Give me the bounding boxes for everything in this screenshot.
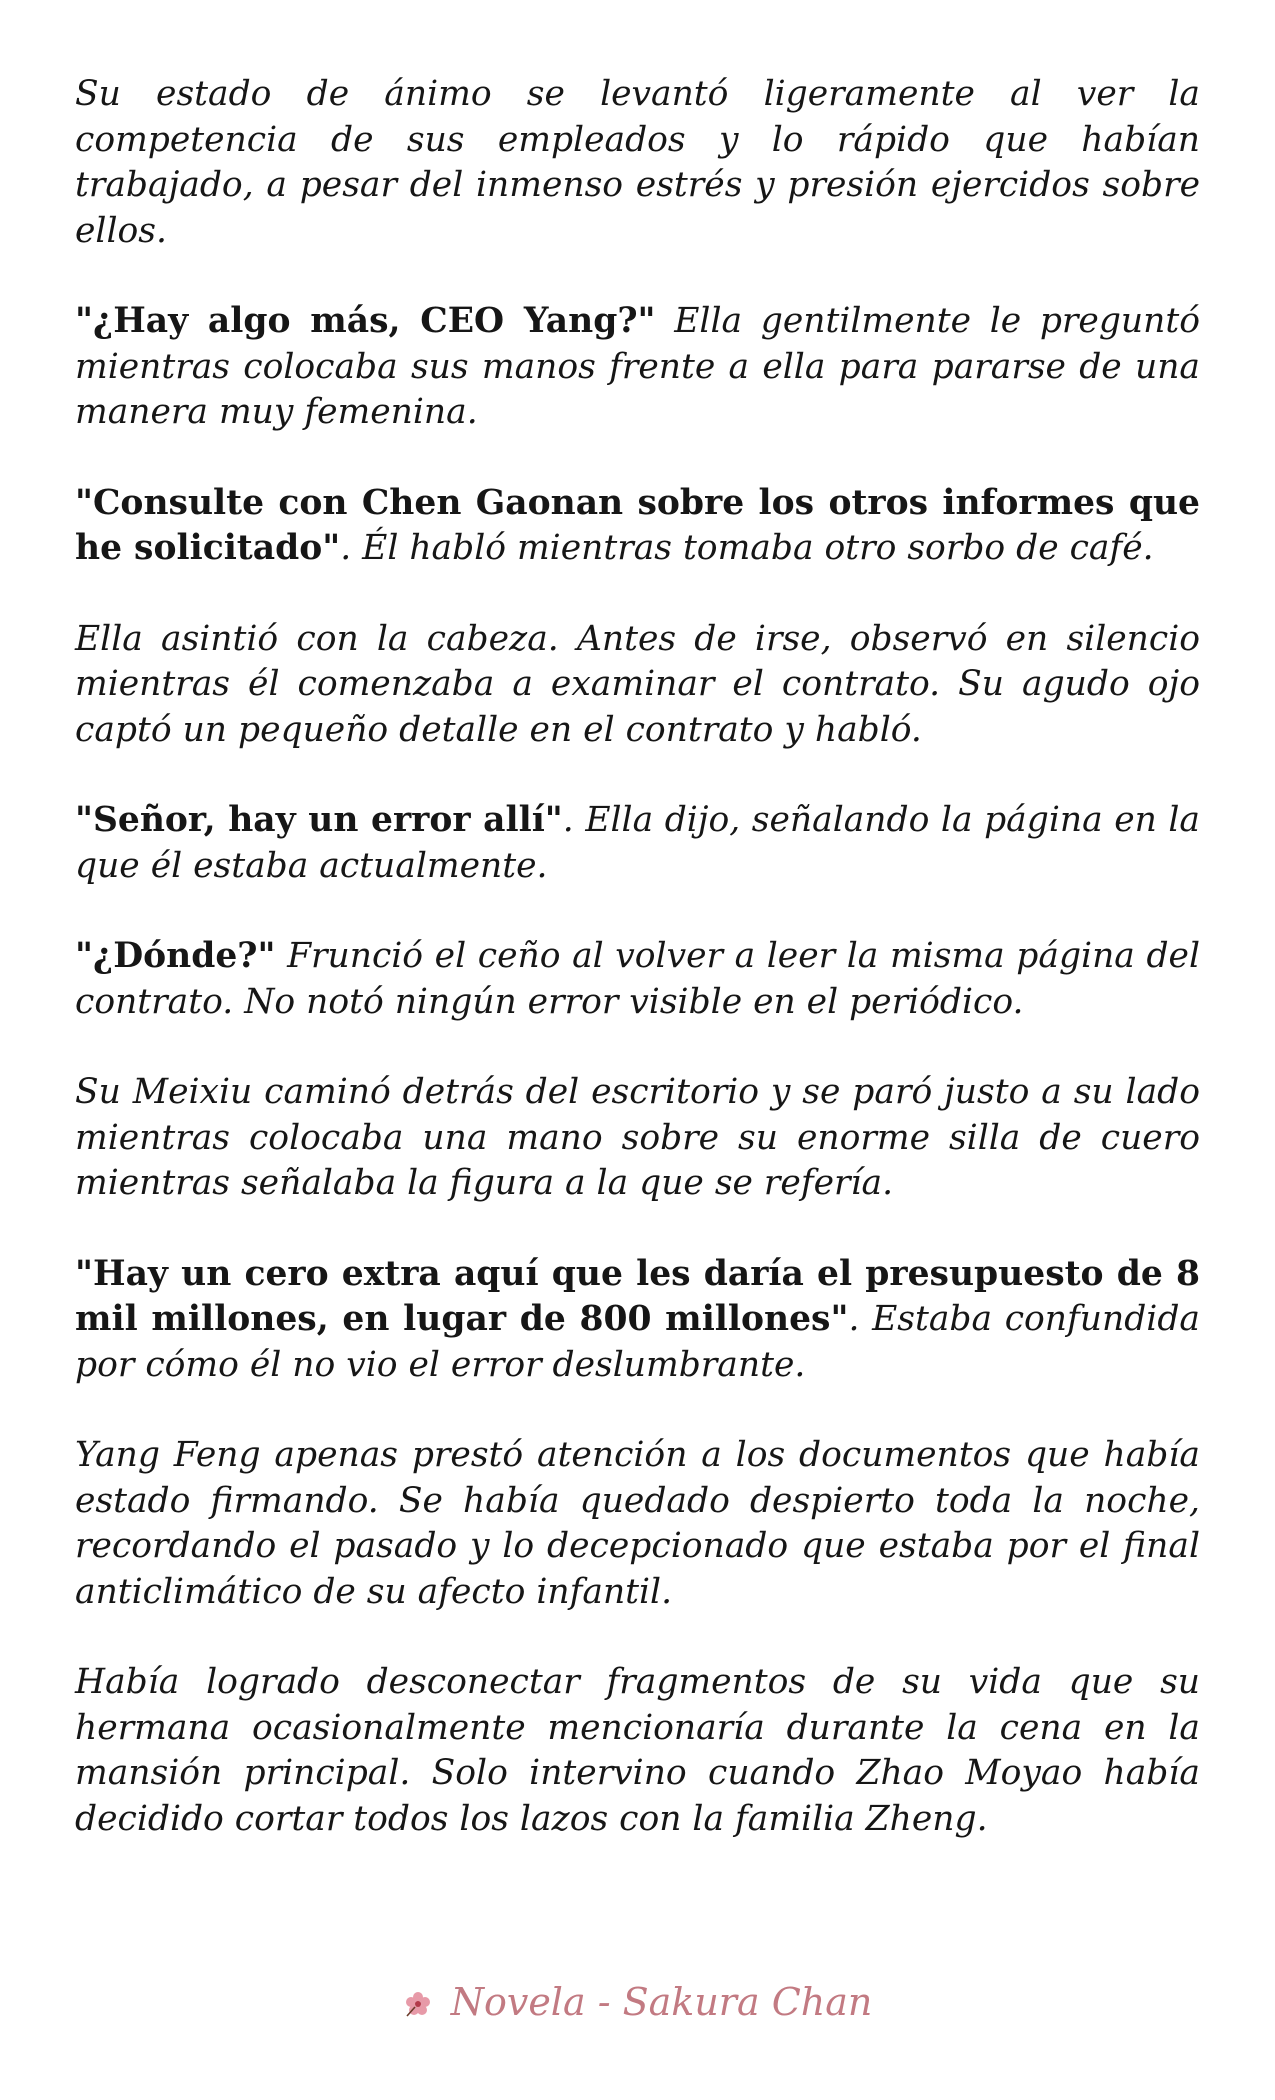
dialogue-text: "Consulte con Chen Gaonan sobre los otros informes que he solicitado": [75, 482, 1200, 568]
narration-text: . Él habló mientras tomaba otro sorbo de café.: [340, 528, 1154, 568]
paragraph: [75, 72, 1200, 254]
document-body: [75, 72, 1200, 1887]
sakura-flower-icon: [403, 1984, 433, 2014]
narration-text: Frunció el ceño al volver a leer la misma página del contrato. No notó ningún error visible en el periódico.: [75, 936, 1200, 1022]
watermark-footer: [0, 1980, 1275, 2024]
paragraph: [75, 1433, 1200, 1615]
narration-text: . Estaba confundida por cómo él no vio el error deslumbrante.: [75, 1299, 1200, 1385]
dialogue-text: "¿Hay algo más, CEO Yang?": [75, 301, 656, 341]
narration-text: Su estado de ánimo se levantó ligeramente al ver la competencia de sus empleados y lo rápido que habían trabajado, a pesar del inmenso estrés y presión ejercidos sobre ellos.: [75, 74, 1200, 251]
narration-text: . Ella dijo, señalando la página en la que él estaba actualmente.: [75, 800, 1200, 886]
narration-text: Ella asintió con la cabeza. Antes de irse, observó en silencio mientras él comenzaba a examinar el contrato. Su agudo ojo captó un pequeño detalle en el contrato y habló.: [75, 618, 1200, 750]
paragraph: [75, 1070, 1200, 1207]
paragraph: [75, 481, 1200, 572]
watermark-text: Novela - Sakura Chan: [450, 1980, 873, 2024]
paragraph: [75, 617, 1200, 754]
narration-text: Su Meixiu caminó detrás del escritorio y se paró justo a su lado mientras colocaba una mano sobre su enorme silla de cuero mientras señalaba la figura a la que se refería.: [75, 1072, 1200, 1203]
dialogue-text: "¿Dónde?": [75, 936, 276, 976]
paragraph: [75, 299, 1200, 436]
narration-text: Ella gentilmente le preguntó mientras colocaba sus manos frente a ella para pararse de una manera muy femenina.: [75, 301, 1201, 432]
dialogue-text: "Señor, hay un error allí": [75, 800, 563, 840]
dialogue-text: "Hay un cero extra aquí que les daría el presupuesto de 8 mil millones, en lugar de 800 millones": [75, 1253, 1200, 1339]
paragraph: [75, 1252, 1200, 1389]
narration-text: Había logrado desconectar fragmentos de su vida que su hermana ocasionalmente mencionaría durante la cena en la mansión principal. Solo intervino cuando Zhao Moyao había decidido cortar todos los lazos con la familia Zheng.: [75, 1662, 1200, 1839]
paragraph: [75, 934, 1200, 1025]
narration-text: Yang Feng apenas prestó atención a los documentos que había estado firmando. Se había quedado despierto toda la noche, recordando el pasado y lo decepcionado que estaba por el final anticlimático de su afecto infantil.: [75, 1435, 1200, 1612]
paragraph: [75, 1660, 1200, 1842]
paragraph: [75, 798, 1200, 889]
